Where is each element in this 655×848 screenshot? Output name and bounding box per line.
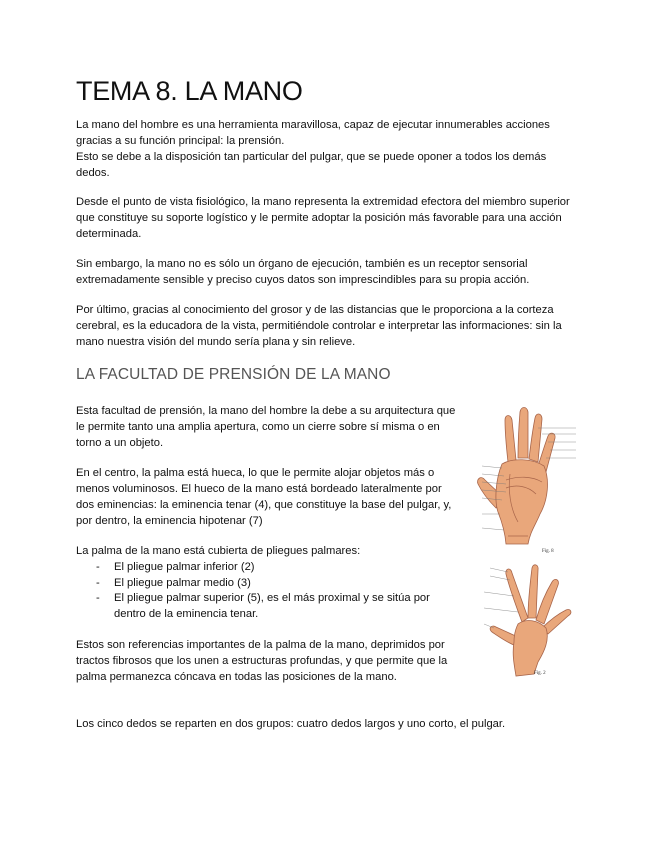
intro-paragraph-2: Desde el punto de vista fisiológico, la mano representa la extremidad efectora del miembro superior que constituye su soporte logístico y le permite adoptar la posición más favorable para una acción determinada. (76, 196, 570, 240)
section-paragraph-4: Estos son referencias importantes de la palma de la mano, deprimidos por tractos fibrosos que los unen a estructuras profundas, y que permite que la palma permanezca cóncava en todas las posiciones de la mano. (76, 639, 448, 683)
hand-illustration (490, 565, 571, 676)
intro-paragraph-1-line-1: La mano del hombre es una herramienta maravillosa, capaz de ejecutar innumerables acciones gracias a su función principal: la prensión. (76, 119, 550, 147)
list-item: - El pliegue palmar inferior (2) (96, 560, 456, 576)
section-heading: LA FACULTAD DE PRENSIÓN DE LA MANO (76, 366, 391, 383)
section-paragraph-1: Esta facultad de prensión, la mano del hombre la debe a su arquitectura que le permite tanto una amplia apertura, como un cierre sobre sí misma o en torno a un objeto. (76, 405, 456, 449)
section-paragraph-2: En el centro, la palma está hueca, lo que le permite alojar objetos más o menos voluminosos. El hueco de la mano está bordeado lateralmente por dos eminencias: la eminencia tenar (4), que constituye la base del pulgar, y, por dentro, la eminencia hipotenar (7) (76, 467, 452, 527)
section-paragraph-5: Los cinco dedos se reparten en dos grupos: cuatro dedos largos y uno corto, el pulgar. (76, 718, 506, 730)
list-item: - El pliegue palmar superior (5), es el más proximal y se sitúa por dentro de la eminencia tenar. (96, 591, 456, 622)
intro-paragraph-1 (76, 117, 576, 181)
intro-paragraph-1-line-2: Esto se debe a la disposición tan particular del pulgar, que se puede oponer a todos los demás dedos. (76, 151, 547, 179)
list-item: - El pliegue palmar medio (3) (96, 576, 456, 592)
hand-spread-figure (476, 562, 580, 686)
intro-paragraph-4: Por último, gracias al conocimiento del grosor y de las distancias que le proporciona a la corteza cerebral, es la educadora de la vista, permitiéndole controlar e interpretar las informaciones: sin la mano nuestra visión del mundo sería plana y sin relieve. (76, 304, 562, 348)
figure-2-caption: Fig. 2 (534, 671, 546, 676)
figure-1-caption: Fig. 8 (542, 549, 554, 554)
palm-anatomy-figure (472, 404, 584, 556)
palmar-folds-list (96, 560, 456, 622)
page-title: TEMA 8. LA MANO (76, 76, 303, 106)
intro-paragraph-3: Sin embargo, la mano no es sólo un órgano de ejecución, también es un receptor sensorial extremadamente sensible y preciso cuyos datos son imprescindibles para su propia acción. (76, 258, 530, 286)
section-paragraph-3: La palma de la mano está cubierta de pliegues palmares: (76, 545, 361, 557)
